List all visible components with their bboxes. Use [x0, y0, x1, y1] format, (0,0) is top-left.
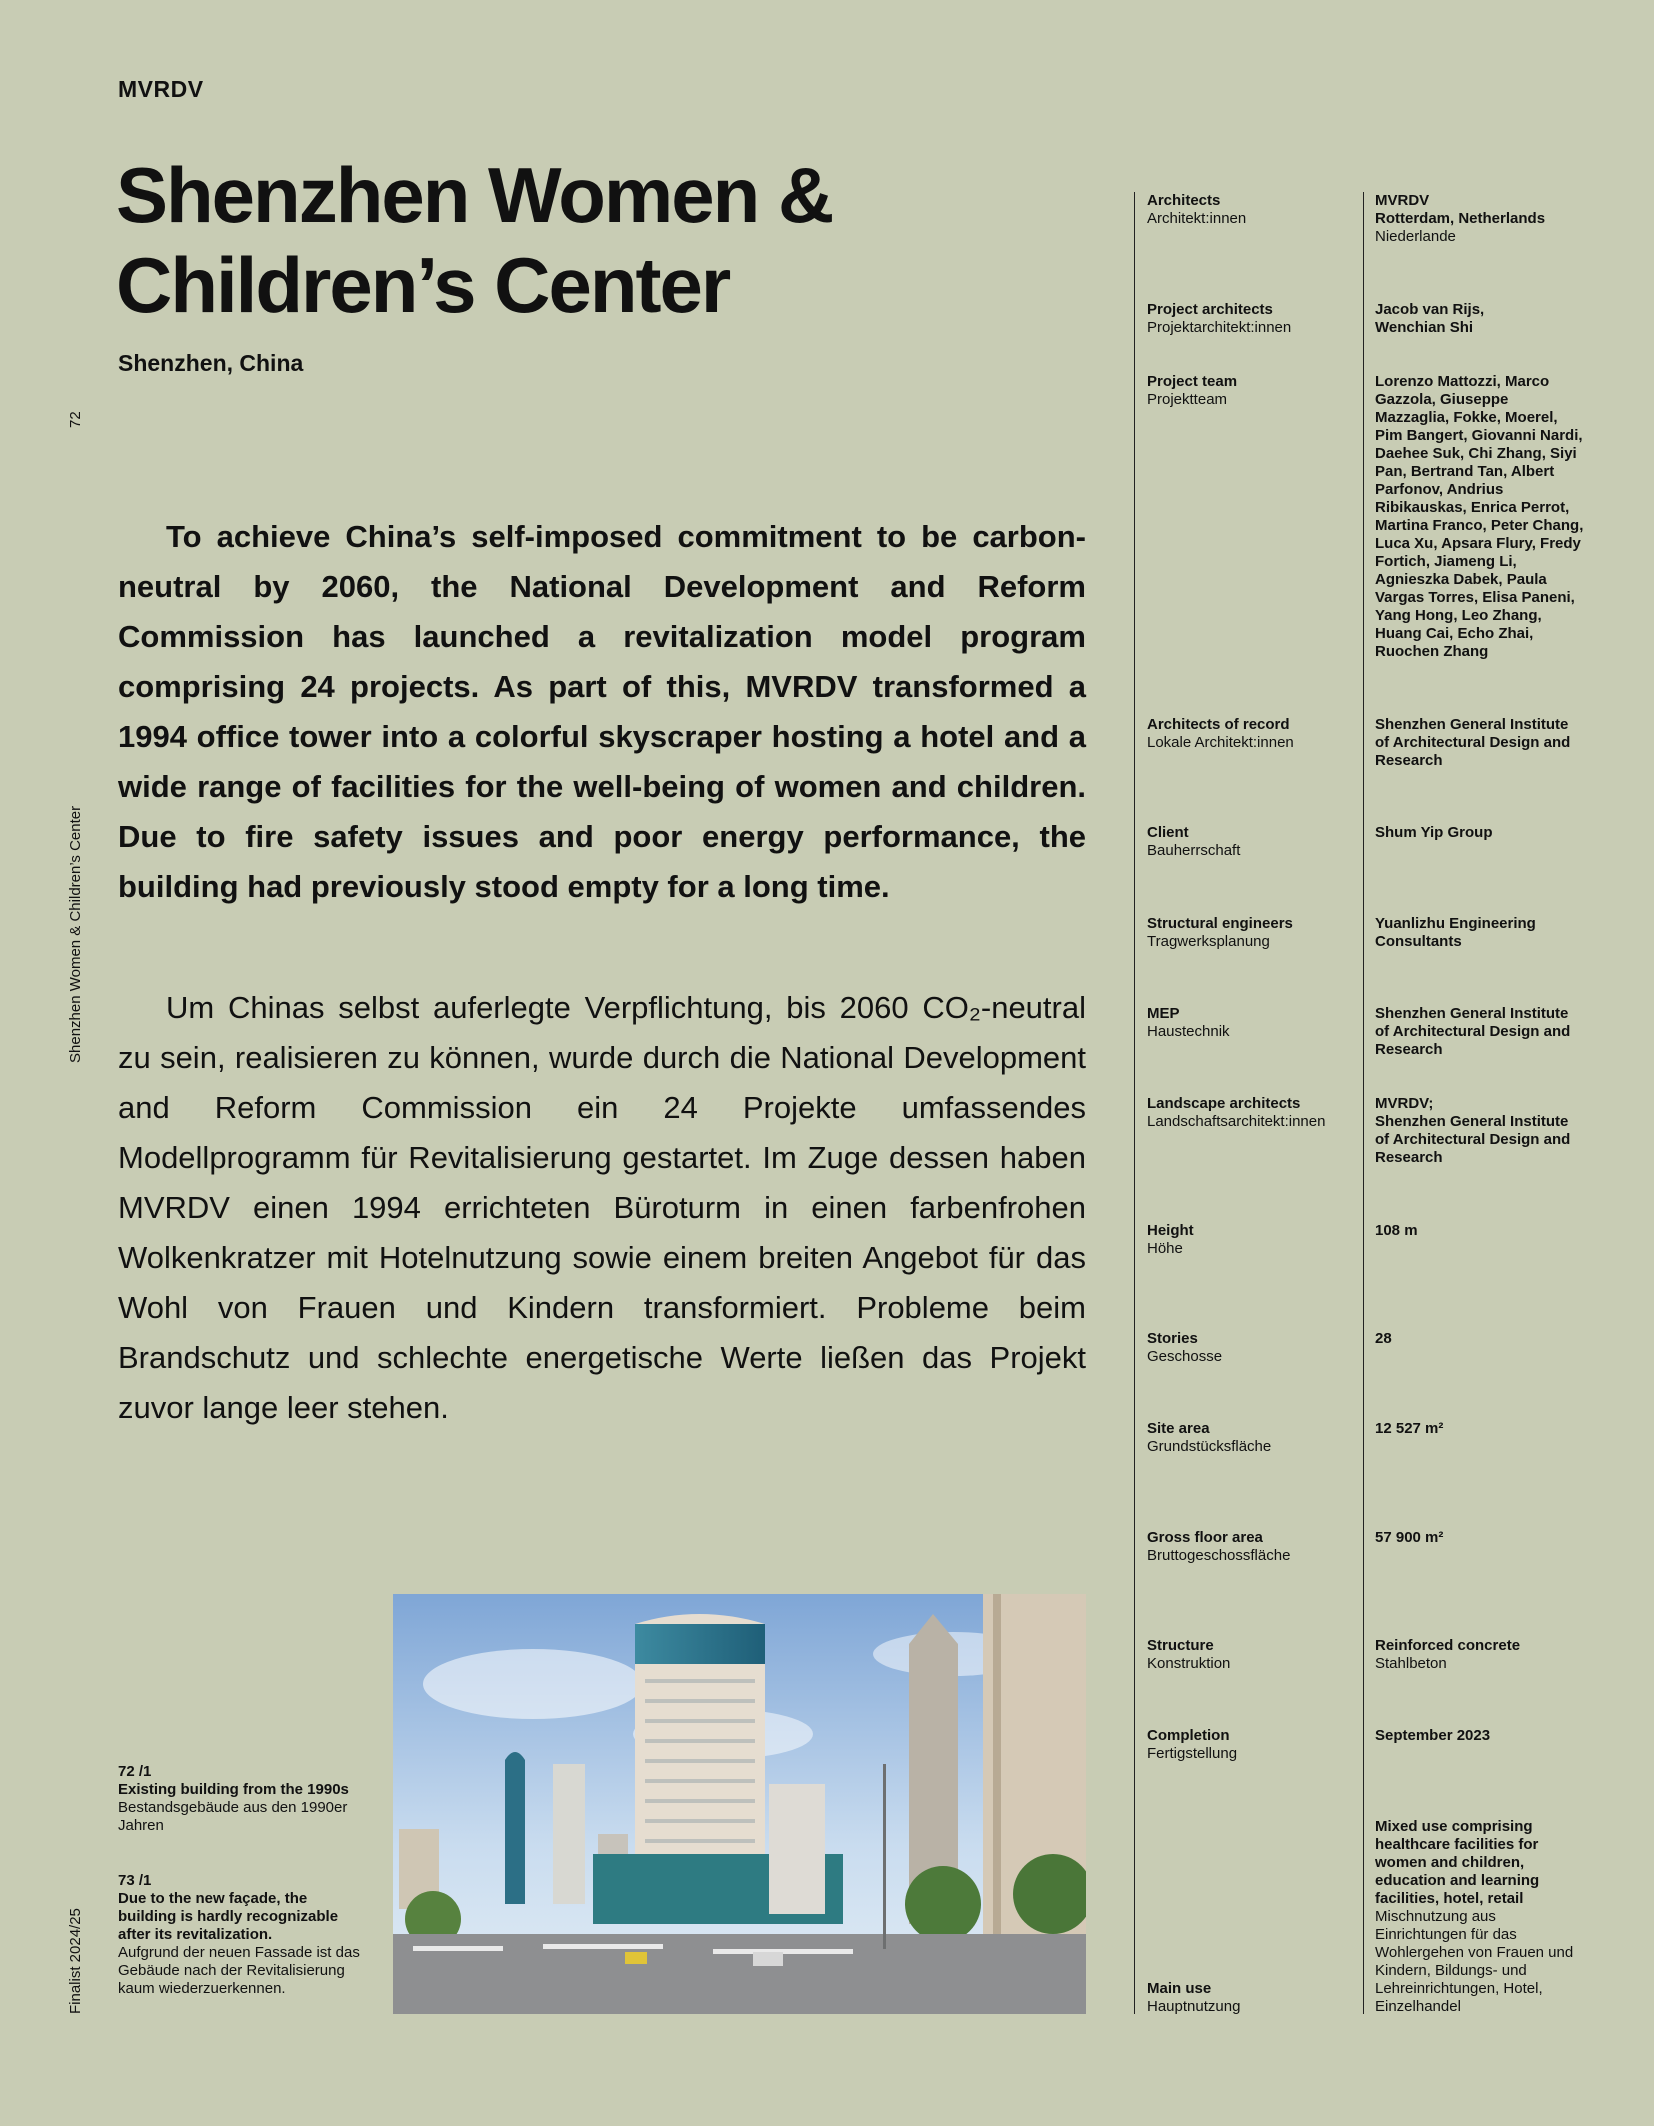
- fact-label: Stories: [1147, 1330, 1198, 1347]
- column-divider: [1363, 192, 1364, 2014]
- fact-label: Project team: [1147, 373, 1238, 390]
- fact-label-de: Hauptnutzung: [1147, 1998, 1241, 2015]
- fact-value: 108 m: [1375, 1222, 1418, 1239]
- fact-label-de: Haustechnik: [1147, 1023, 1230, 1040]
- fact-value: Yuanlizhu Engineering Consultants: [1375, 915, 1536, 950]
- title-line-2: Children’s Center: [116, 241, 730, 329]
- fact-label-de: Projektarchitekt:innen: [1147, 319, 1292, 336]
- fact-label-de: Projektteam: [1147, 391, 1228, 408]
- office-name: MVRDV: [118, 76, 204, 102]
- intro-english: To achieve China’s self-imposed commitment to be carbon-neutral by 2060, the National Development and Reform Commission has launched a revitalization model program comprising 24 projects. As part of this, MVRDV transformed a 1994 office tower into a colorful skyscraper hosting a hotel and a wide range of facilities for the well-being of women and children. Due to fire safety issues and poor energy performance, the building had previously stood empty for a long time.: [118, 519, 1086, 904]
- caption-number: 73 /1: [118, 1872, 152, 1889]
- fact-value-de: Stahlbeton: [1375, 1655, 1447, 1672]
- caption-73-1: [118, 1872, 368, 1998]
- intro-german: Um Chinas selbst auferlegte Verpflichtung, bis 2060 CO₂-neutral zu sein, realisieren zu können, wurde durch die National Development and Reform Commission ein 24 Projekte umfassendes Modellprogramm für Revitalisierung gestartet. Im Zuge dessen haben MVRDV einen 1994 errichteten Büroturm in einen farbenfrohen Wolkenkratzer mit Hotelnutzung sowie einem breiten Angebot für das Wohl von Frauen und Kindern transformiert. Probleme beim Brandschutz und schlechte energetische Werte ließen das Projekt zuvor lange leer stehen.: [118, 990, 1086, 1425]
- caption-english: Due to the new façade, the building is hardly recognizable after its revitalization.: [118, 1890, 339, 1943]
- caption-72-1: [118, 1763, 368, 1835]
- fact-label-de: Höhe: [1147, 1240, 1183, 1257]
- fact-label-de: Architekt:innen: [1147, 210, 1247, 227]
- fact-label: Architects: [1147, 192, 1221, 209]
- fact-value: Lorenzo Mattozzi, Marco Gazzola, Giuseppe Mazzaglia, Fokke, Moerel, Pim Bangert, Giovanni Nardi, Daehee Suk, Chi Zhang, Siyi Pan, Bertrand Tan, Albert Parfonov, Andrius Ribikauskas, Enrica Perrot, Martina Franco, Peter Chang, Luca Xu, Apsara Flury, Fredy Fortich, Jiameng Li, Agnieszka Dabek, Paula Vargas Torres, Elisa Paneni, Yang Hong, Leo Zhang, Huang Cai, Echo Zhai, Ruochen Zhang: [1375, 373, 1584, 660]
- fact-value-de: Mischnutzung aus Einrichtungen für das Wohlergehen von Frauen und Kindern, Bildungs- und Lehreinrichtungen, Hotel, Einzelhandel: [1375, 1908, 1574, 2015]
- fact-label-de: Grundstücksfläche: [1147, 1438, 1272, 1455]
- fact-label: Structural engineers: [1147, 915, 1293, 932]
- caption-german: Bestandsgebäude aus den 1990er Jahren: [118, 1799, 348, 1834]
- fact-value: September 2023: [1375, 1727, 1491, 1744]
- fact-label-de: Tragwerksplanung: [1147, 933, 1270, 950]
- fact-value: Shenzhen General Institute of Architectural Design and Research: [1375, 716, 1571, 769]
- fact-value: MVRDV Rotterdam, Netherlands: [1375, 192, 1546, 227]
- column-divider: [1134, 192, 1135, 2014]
- fact-label: Site area: [1147, 1420, 1210, 1437]
- fact-value: 12 527 m²: [1375, 1420, 1444, 1437]
- fact-value: 57 900 m²: [1375, 1529, 1444, 1546]
- fact-label-de: Bauherrschaft: [1147, 842, 1241, 859]
- fact-value: 28: [1375, 1330, 1392, 1347]
- fact-label-de: Konstruktion: [1147, 1655, 1231, 1672]
- fact-value: Shenzhen General Institute of Architectural Design and Research: [1375, 1005, 1571, 1058]
- page-title: [116, 150, 1116, 330]
- fact-value: Reinforced concrete: [1375, 1637, 1521, 1654]
- fact-label-de: Landschaftsarchitekt:innen: [1147, 1113, 1326, 1130]
- fact-label-de: Geschosse: [1147, 1348, 1223, 1365]
- fact-value: Mixed use comprising healthcare facilities for women and children, education and learning facilities, hotel, retail: [1375, 1818, 1540, 1907]
- caption-english: Existing building from the 1990s: [118, 1781, 349, 1798]
- fact-label-de: Fertigstellung: [1147, 1745, 1238, 1762]
- fact-label: Main use: [1147, 1980, 1212, 1997]
- fact-label-de: Lokale Architekt:innen: [1147, 734, 1294, 751]
- fact-value: MVRDV; Shenzhen General Institute of Architectural Design and Research: [1375, 1095, 1571, 1166]
- side-finalist-label: Finalist 2024/25: [67, 1908, 84, 2014]
- title-line-1: Shenzhen Women &: [116, 151, 833, 239]
- fact-value: Shum Yip Group: [1375, 824, 1493, 841]
- fact-label: Client: [1147, 824, 1189, 841]
- fact-value: Jacob van Rijs, Wenchian Shi: [1375, 301, 1485, 336]
- fact-label: Structure: [1147, 1637, 1214, 1654]
- fact-label: MEP: [1147, 1005, 1180, 1022]
- building-photo: [393, 1594, 1086, 2014]
- page-number: 72: [67, 411, 84, 428]
- caption-number: 72 /1: [118, 1763, 152, 1780]
- fact-label: Landscape architects: [1147, 1095, 1301, 1112]
- fact-label: Height: [1147, 1222, 1194, 1239]
- fact-label: Gross floor area: [1147, 1529, 1263, 1546]
- fact-label: Project architects: [1147, 301, 1273, 318]
- project-location: Shenzhen, China: [118, 350, 304, 376]
- side-project-title: Shenzhen Women & Children’s Center: [67, 805, 84, 1063]
- fact-label: Completion: [1147, 1727, 1230, 1744]
- fact-label: Architects of record: [1147, 716, 1290, 733]
- fact-value-de: Niederlande: [1375, 228, 1456, 245]
- fact-label-de: Bruttogeschossfläche: [1147, 1547, 1291, 1564]
- caption-german: Aufgrund der neuen Fassade ist das Gebäude nach der Revitalisierung kaum wiederzuerkennen.: [118, 1944, 360, 1997]
